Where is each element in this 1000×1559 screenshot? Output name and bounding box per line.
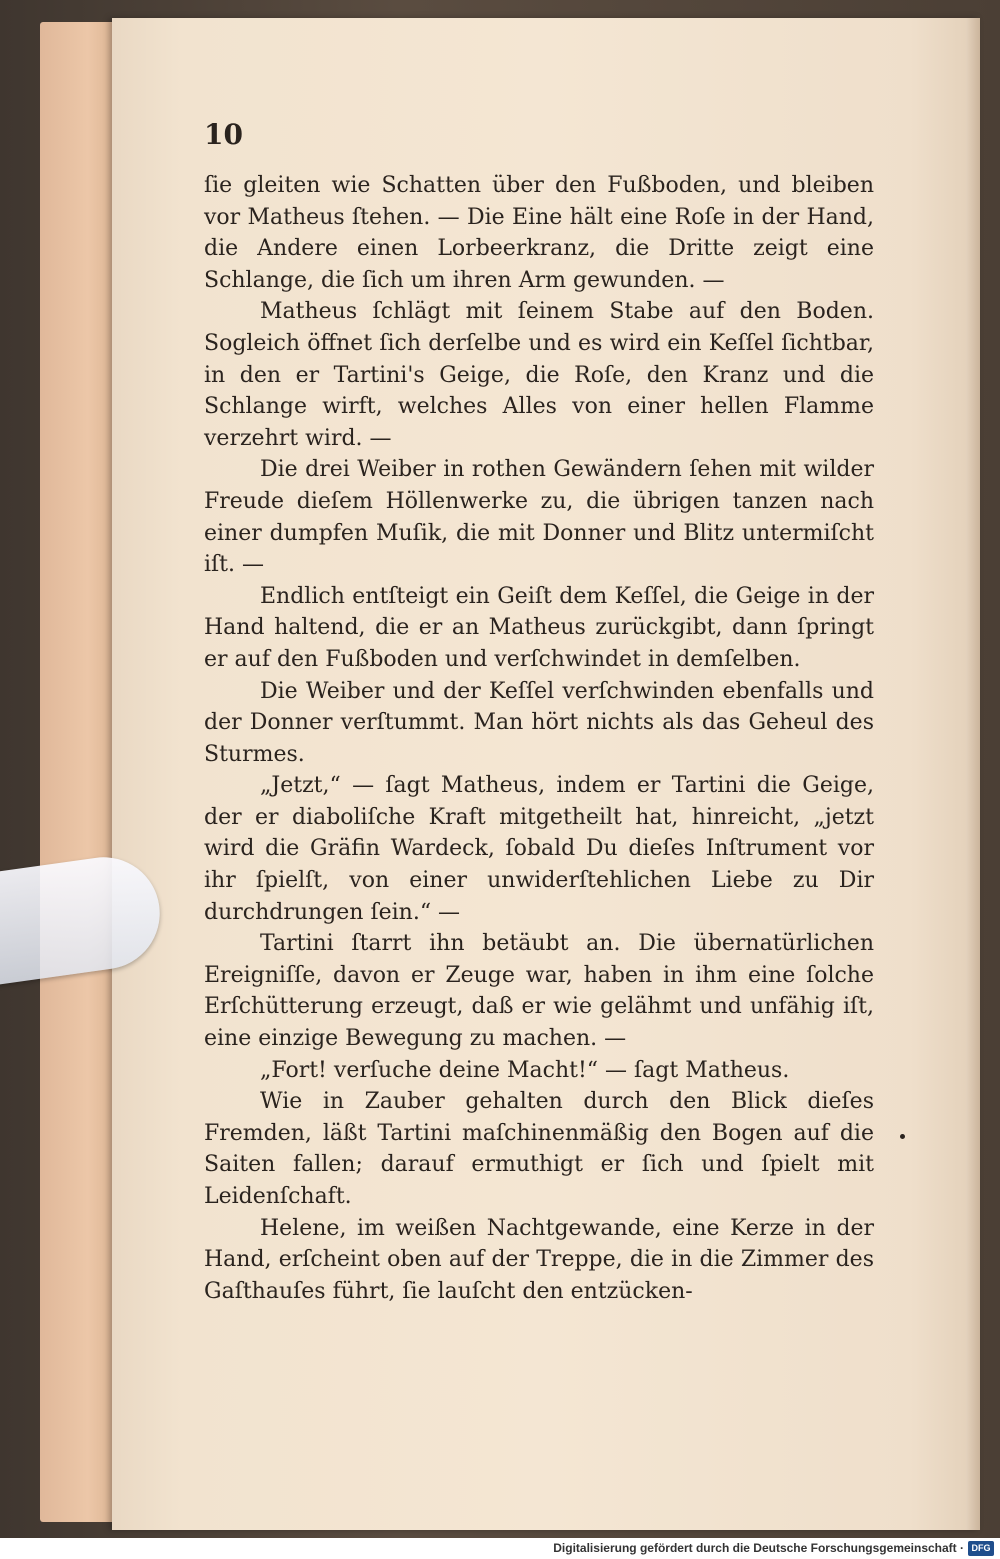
underlying-page-edge	[40, 22, 120, 1522]
paragraph: Die Weiber und der Keſſel verſchwinden ebenfalls und der Donner verſtummt. Man hört nichts als das Geheul des Sturmes.	[204, 678, 874, 767]
ink-speck	[900, 1134, 905, 1139]
dfg-logo: DFG	[968, 1541, 994, 1556]
book-page	[112, 18, 980, 1530]
paragraph: ſie gleiten wie Schatten über den Fußboden, und bleiben vor Matheus ſtehen. — Die Eine hält eine Roſe in der Hand, die Andere einen Lorbeerkranz, die Dritte zeigt eine Schlange, die ſich um ihren Arm gewunden. —	[204, 173, 874, 293]
page-number: 10	[204, 118, 243, 151]
paragraph: Wie in Zauber gehalten durch den Blick dieſes Fremden, läßt Tartini maſchinenmäßig den Bogen auf die Saiten fallen; darauf ermuthigt er ſich und ſpielt mit Leidenſchaft.	[204, 1089, 874, 1209]
paragraph: Matheus ſchlägt mit ſeinem Stabe auf den Boden. Sogleich öffnet ſich derſelbe und es wird ein Keſſel ſichtbar, in den er Tartini's Geige, die Roſe, den Kranz und die Schlange wirft, welches Alles von einer hellen Flamme verzehrt wird. —	[204, 299, 874, 451]
paragraph: Tartini ſtarrt ihn betäubt an. Die übernatürlichen Ereigniſſe, davon er Zeuge war, haben in ihm eine ſolche Erſchütterung erzeugt, daß er wie gelähmt und unfähig iſt, eine einzige Bewegung zu machen. —	[204, 931, 874, 1052]
footer-bar	[0, 1538, 1000, 1559]
paragraph: Helene, im weißen Nachtgewande, eine Kerze in der Hand, erſcheint oben auf der Treppe, die in die Zimmer des Gaſthauſes führt, ſie lauſcht den entzücken-	[204, 1215, 874, 1304]
paragraph: „Fort! verſuche deine Macht!“ — ſagt Matheus.	[260, 1057, 790, 1083]
page-right-edge	[966, 18, 980, 1530]
paragraph: Endlich entſteigt ein Geiſt dem Keſſel, die Geige in der Hand haltend, die er an Matheus zurückgibt, dann ſpringt er auf den Fußboden und verſchwindet in demſelben.	[204, 583, 874, 672]
paragraph: „Jetzt,“ — ſagt Matheus, indem er Tartini die Geige, der er diaboliſche Kraft mitgetheilt hat, hinreicht, „jetzt wird die Gräfin Wardeck, ſobald Du dieſes Inſtrument vor ihr ſpielſt, von einer unwiderſtehlichen Liebe zu Dir durchdrungen ſein.“ —	[204, 773, 874, 925]
page-text	[204, 170, 874, 1307]
footer-credit: Digitalisierung gefördert durch die Deutsche Forschungsgemeinschaft ·	[553, 1541, 964, 1555]
paragraph: Die drei Weiber in rothen Gewändern ſehen mit wilder Freude dieſem Höllenwerke zu, die übrigen tanzen nach einer dumpfen Muſik, die mit Donner und Blitz untermiſcht iſt. —	[204, 457, 874, 578]
